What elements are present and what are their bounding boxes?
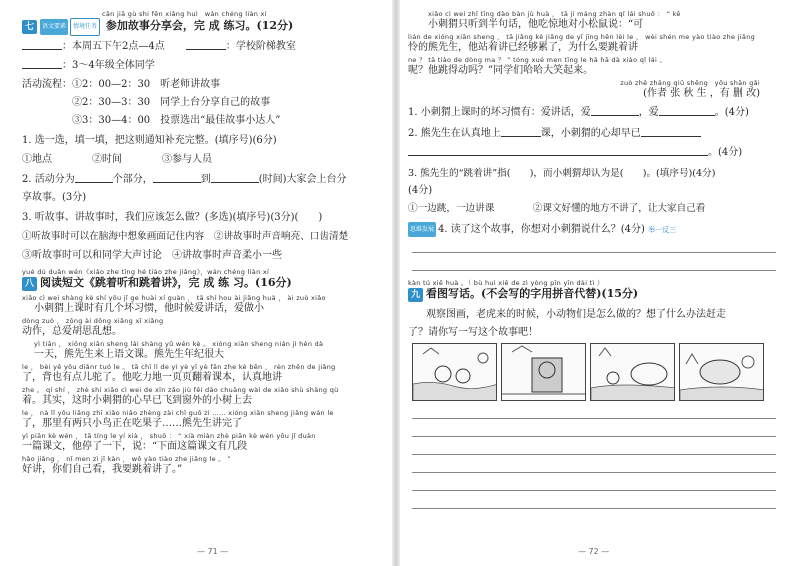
- story-line: 好讲，你们自己看，我要跳着讲了。”: [22, 464, 183, 475]
- story-line: 呢？他跳得动吗？”同学们哈哈大笑起来。: [408, 65, 594, 76]
- section-7-title: 参加故事分享会，完 成 练习。(12分): [105, 19, 294, 32]
- story-line: 一天，熊先生来上语文课。熊先生年纪很大: [34, 349, 224, 360]
- question-8-3-score: (4分): [408, 185, 433, 196]
- q8-1-blank-1[interactable]: [591, 106, 639, 116]
- writing-lines: [408, 407, 780, 509]
- left-page: [22, 10, 384, 558]
- right-page: [408, 10, 780, 558]
- question-8-3-options: ①一边跳，一边讲课 ②课文好懂的地方不讲了，让大家自己看: [408, 203, 706, 214]
- section-9-number: 九: [408, 288, 423, 302]
- q8-2-blank-1[interactable]: [501, 127, 541, 137]
- section-7-tag-1: 语文要素: [40, 19, 68, 35]
- story-line: 了，那里有两只小鸟正在吃果子……熊先生讲完了: [22, 418, 242, 429]
- story-credit-text: (作者 张 秋 生 ，有 删 改): [643, 88, 760, 99]
- notice-line-2: ：3～4年级全体同学: [22, 59, 384, 72]
- question-7-1-options: ①地点 ②时间 ③参与人员: [22, 154, 212, 165]
- q8-2-blank-2[interactable]: [641, 127, 701, 137]
- story-line: 怜的熊先生，他站着讲已经够累了，为什么要跳着讲: [408, 42, 638, 53]
- question-7-3-options-1: ①听故事时可以在脑海中想象画面记住内容 ②讲故事时声音响亮、口齿清楚: [22, 231, 349, 242]
- picture-2: [501, 343, 586, 401]
- question-7-1: 1. 选一选，填一填，把这则通知补充完整。(填序号)(6分): [22, 135, 277, 146]
- story-line: 着。其实，这时小刺猬的心早已飞到窗外的小树上去: [22, 395, 252, 406]
- practice-link[interactable]: 举一反三: [648, 226, 677, 234]
- picture-1: [412, 343, 497, 401]
- answer-line[interactable]: [412, 241, 776, 253]
- writing-line[interactable]: [412, 443, 776, 455]
- notice-blank-3[interactable]: [22, 59, 62, 69]
- picture-strip: [412, 343, 780, 401]
- story-line: 小刺猬只听到半句话，他吃惊地对小松鼠说：“可: [428, 19, 644, 30]
- story-credit: zuò zhě zhāng qiū shēng yǒu shān gǎi (作者 张 秋 生 ，有 删 改): [408, 79, 780, 100]
- notice-blank-1[interactable]: [22, 40, 62, 50]
- q2-blank-3[interactable]: [211, 173, 259, 183]
- picture-4: [679, 343, 764, 401]
- question-7-3: 3. 听故事、讲故事时，我们应该怎么做？(多选)(填序号)(3分)( ): [22, 212, 323, 223]
- notice-line-3: 活动流程：①2：00—2：30 听老师讲故事: [22, 79, 221, 90]
- page-number-left: — 71 —: [197, 547, 229, 556]
- notice-line-5: ③3：30—4：00 投票选出“最佳故事小达人”: [72, 115, 281, 126]
- question-8-4: 思维发展 4. 读了这个故事，你想对小刺猬说什么？(4分) 举一反三: [410, 224, 677, 235]
- writing-line[interactable]: [412, 407, 776, 419]
- q8-1-blank-2[interactable]: [659, 106, 715, 116]
- story-line: 一篇课文，他停了一下，说：“下面这篇课文有几段: [22, 441, 248, 452]
- section-7: [22, 10, 384, 36]
- question-8-4-tag: 思维发展: [408, 222, 436, 237]
- writing-prompt-2: 了？请你写一写这个故事吧！: [408, 327, 538, 338]
- answer-line[interactable]: [412, 259, 776, 271]
- section-7-number: 七: [22, 20, 37, 34]
- section-9-pinyin: kàn tú xiě huà 。（ bù huì xiě de zì yòng pīn yīn dài tì ）: [408, 279, 604, 287]
- section-7-pinyin: cān jiā gù shi fēn xiǎng huì wán chéng liàn xí: [102, 10, 267, 18]
- question-8-3: 3. 熊先生的“跳着讲”指( )，而小刺猬却认为是( )。(填序号)(4分): [408, 168, 716, 179]
- section-8: [22, 268, 384, 291]
- writing-line[interactable]: [412, 497, 776, 509]
- picture-3: [590, 343, 675, 401]
- question-8-2: 2. 熊先生在认真地上 课，小刺猬的心却早已: [408, 127, 780, 140]
- writing-line[interactable]: [412, 479, 776, 491]
- q8-2-blank-3[interactable]: [408, 146, 708, 156]
- story-line: 了，背也有点儿驼了。他吃力地一页页翻着课本，认真地讲: [22, 372, 282, 383]
- story-line: 小刺猬上课时有几个坏习惯，他时候爱讲话，爱做小: [34, 303, 264, 314]
- question-7-2-cont: 享故事。(3分): [22, 192, 87, 203]
- notice-line-1: ：本周五下午2点—4点 ：学校阶梯教室: [22, 40, 384, 53]
- book-spine: [392, 0, 400, 566]
- notice-line-4: ②2：30—3：30 同学上台分享自己的故事: [72, 97, 271, 108]
- question-7-3-options-2: ③听故事时可以和同学大声讨论 ④讲故事时声音柔小一些: [22, 250, 282, 261]
- q2-blank-2[interactable]: [153, 173, 201, 183]
- story-part-1: xiǎo cì wei shàng kè shí yǒu jǐ ge huài xí guàn ， tā shí hou ài jiǎng huà ， ài zuò xiǎo 小刺猬上课时有几个坏习惯，他时候爱讲话，爱做小 dòng zuò ， zǒng ài dōng xiǎng xī xiǎng 动作，总爱胡思乱想。 yì tiān ， xióng xiān sheng lái shàng yǔ wén kè 。 xióng xiān sheng nián jì hěn dà 一天，熊先生来上语文课。熊先生年纪很大 le ， bèi yě yǒu diǎnr tuó le 。 tā chī lì de yì yè yī yè fān zhe kè běn ， rèn zhēn de jiǎng 了，背也有点儿驼了。他吃力地一页页翻着课本，认真地讲 zhe 。 qí shí ， zhè shí xiǎo cì wei de xīn zǎo jiù fēi dào chuāng wài de xiǎo shù shàng qù 着。其实，这时小刺猬的心早已飞到窗外的小树上去 le ， nà lǐ yǒu liǎng zhī xiǎo niǎo zhèng zài chī guǒ zi …… xióng xiān sheng jiǎng wán le 了，那里有两只小鸟正在吃果子……熊先生讲完了 yì piān kè wén ， tā tíng le yí xià ， shuō ： “ xià miàn zhè piān kè wén yǒu jǐ duàn 一篇课文，他停了一下，说：“下面这篇课文有几段 hǎo jiǎng ， nǐ men zì jǐ kàn ， wǒ yào tiào zhe jiǎng le 。 ” 好讲，你们自己看，我要跳着讲了。”: [22, 294, 384, 476]
- section-8-title: 阅读短文《跳着听和跳着讲》，完 成 练 习。(16分): [40, 276, 292, 289]
- question-7-2: 2. 活动分为 个部分， 到 (时间)大家会上台分: [22, 174, 347, 185]
- story-part-2: xiǎo cì wei zhǐ tīng dào bàn jù huà ， tā jí máng zhàn qǐ lái shuō ： “ kě 小刺猬只听到半句话，他吃惊地对小松鼠说：“可 lián de xióng xiān sheng ， tā jiǎng kè jiǎng de yǐ jīng hěn lèi le ， wèi shén me yào tiào zhe jiǎng 怜的熊先生，他站着讲已经够累了，为什么要跳着讲 ne ？ tā tiào de dòng ma ？ ” tóng xué men tīng le hā hā dà xiào qǐ lái 。 呢？他跳得动吗？”同学们哈哈大笑起来。: [408, 10, 780, 77]
- notice-blank-2[interactable]: [186, 40, 226, 50]
- question-8-1: 1. 小刺猬上课时的坏习惯有：爱讲话，爱 ，爱 。(4分): [408, 107, 749, 118]
- section-9: [408, 279, 780, 302]
- story-line: 动作，总爱胡思乱想。: [22, 326, 122, 337]
- writing-line[interactable]: [412, 461, 776, 473]
- section-8-pinyin: yuè dú duǎn wén《xiǎo zhe tīng hé tiào zhe jiǎng》，wán chéng liàn xí: [22, 268, 270, 276]
- writing-prompt-1: 观察图画，老虎来的时候，小动物们是怎么做的？想了什么办法赶走: [426, 309, 726, 320]
- section-9-title: 看图写话。(不会写的字用拼音代替)(15分): [426, 287, 639, 300]
- page-number-right: — 72 —: [578, 547, 610, 556]
- section-7-tag-2: 情境任务: [70, 18, 100, 36]
- q2-blank-1[interactable]: [75, 173, 113, 183]
- writing-line[interactable]: [412, 425, 776, 437]
- question-8-2-cont: 。(4分): [408, 146, 780, 159]
- section-8-number: 八: [22, 277, 37, 291]
